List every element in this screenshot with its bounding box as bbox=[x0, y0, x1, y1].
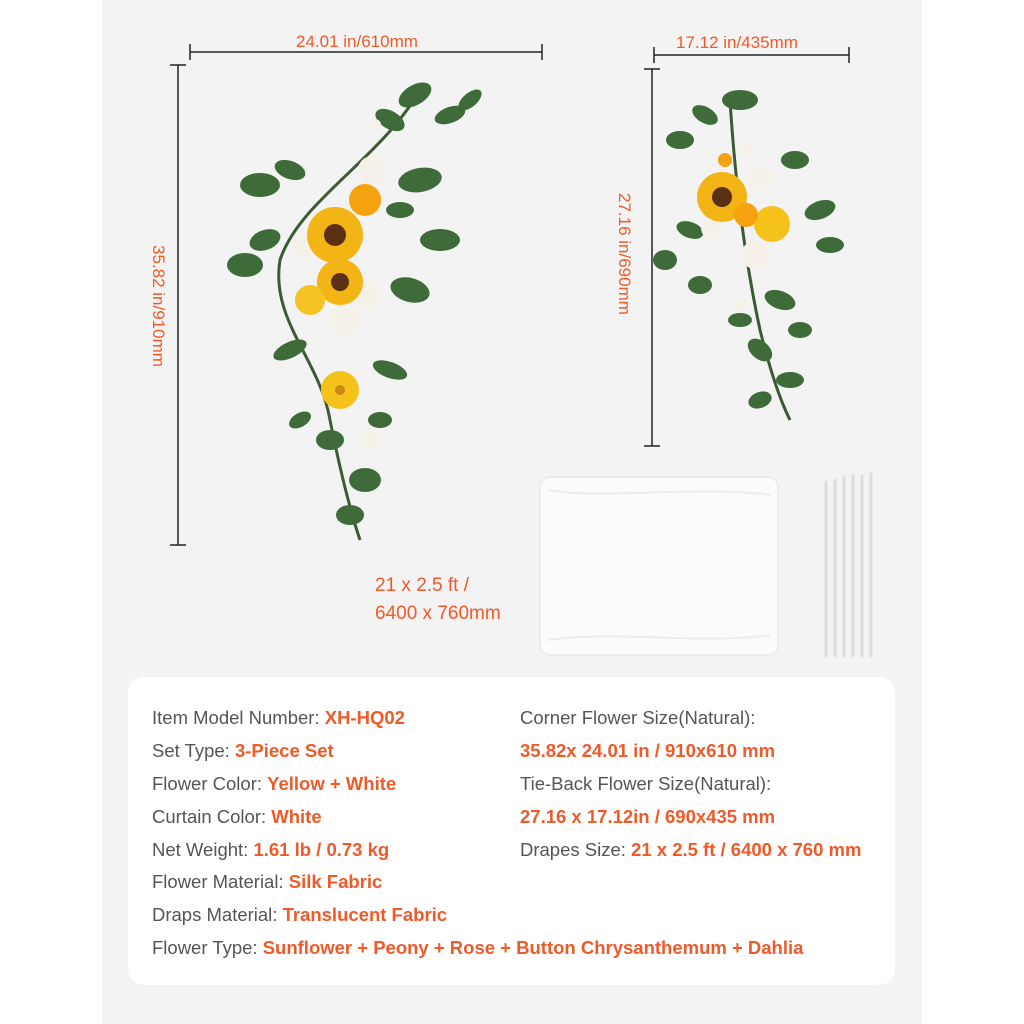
spec-label: Curtain Color: bbox=[152, 806, 272, 827]
spec-value: Translucent Fabric bbox=[282, 904, 448, 925]
tieback-flower-arrangement-image bbox=[653, 90, 844, 420]
spec-item-model bbox=[152, 706, 405, 730]
corner-size-label: Corner Flower Size(Natural): bbox=[520, 707, 756, 728]
spec-value: Sunflower + Peony + Rose + Button Chrysanthemum + Dahlia bbox=[262, 937, 804, 958]
spec-label: Draps Material: bbox=[152, 904, 283, 925]
spec-label: Flower Type: bbox=[152, 937, 263, 958]
spec-label: Item Model Number: bbox=[152, 707, 325, 728]
drape-size-line2: 6400 x 760mm bbox=[375, 603, 501, 624]
spec-label: Drapes Size: bbox=[520, 839, 632, 860]
spec-drapes-material bbox=[152, 903, 447, 927]
spec-flower-material bbox=[152, 870, 382, 894]
drape-size-line1: 21 x 2.5 ft / bbox=[375, 575, 469, 596]
corner-size-value: 35.82x 24.01 in / 910x610 mm bbox=[520, 740, 776, 761]
tieback-height-label: 27.16 in/690mm bbox=[615, 193, 634, 315]
spec-value: 3-Piece Set bbox=[234, 740, 334, 761]
corner-height-dimension-line bbox=[170, 65, 186, 545]
spec-label: Flower Material: bbox=[152, 871, 289, 892]
spec-value: 1.61 lb / 0.73 kg bbox=[253, 839, 390, 860]
tieback-size-value: 27.16 x 17.12in / 690x435 mm bbox=[520, 806, 776, 827]
spec-set-type bbox=[152, 739, 334, 763]
spec-net-weight bbox=[152, 838, 389, 862]
folded-white-drape-image bbox=[540, 477, 778, 655]
spec-value: Silk Fabric bbox=[288, 871, 383, 892]
tieback-width-label: 17.12 in/435mm bbox=[676, 33, 798, 52]
corner-width-label: 24.01 in/610mm bbox=[296, 32, 418, 51]
tieback-size-label: Tie-Back Flower Size(Natural): bbox=[520, 773, 772, 794]
spec-flower-type bbox=[152, 936, 803, 960]
spec-value: Yellow + White bbox=[267, 773, 397, 794]
spec-drapes-size bbox=[520, 838, 861, 862]
spec-flower-color bbox=[152, 772, 396, 796]
spec-label: Set Type: bbox=[152, 740, 235, 761]
spec-value: XH-HQ02 bbox=[324, 707, 405, 728]
corner-flower-arrangement-image bbox=[227, 77, 485, 540]
spec-label: Flower Color: bbox=[152, 773, 268, 794]
cable-ties-image bbox=[826, 474, 871, 656]
corner-height-label: 35.82 in/910mm bbox=[149, 245, 168, 367]
spec-label: Net Weight: bbox=[152, 839, 254, 860]
spec-value: 21 x 2.5 ft / 6400 x 760 mm bbox=[631, 839, 862, 860]
drape-size-label bbox=[375, 572, 501, 628]
spec-value: White bbox=[271, 806, 322, 827]
spec-curtain-color bbox=[152, 805, 322, 829]
